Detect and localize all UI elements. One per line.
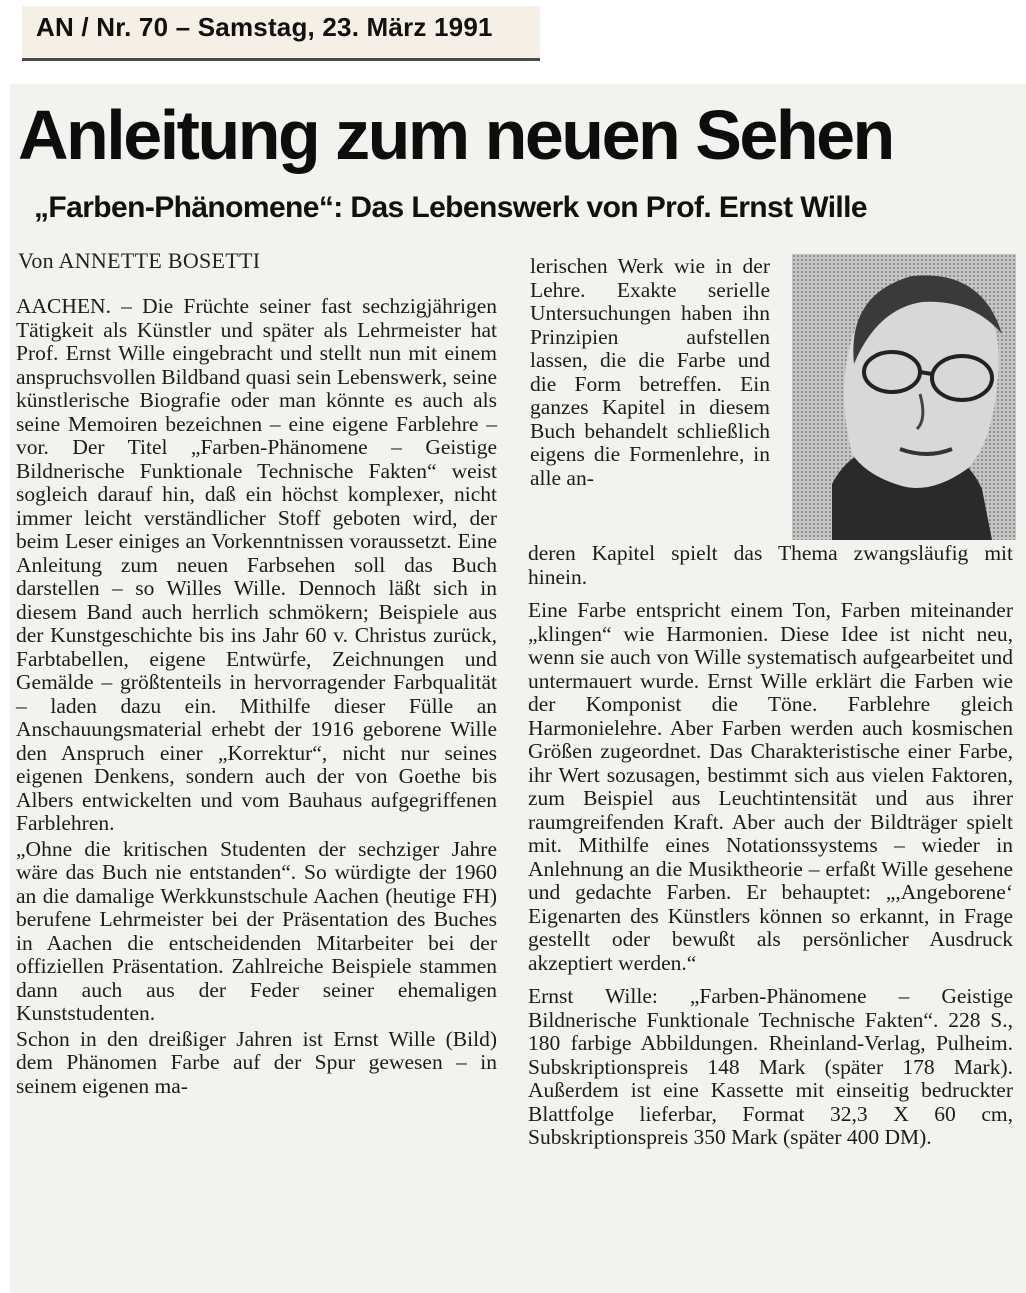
article-column-1 (16, 295, 497, 1098)
article-column-2-top (530, 255, 770, 490)
paragraph: Schon in den dreißiger Jahren ist Ernst Wille (Bild) dem Phänomen Farbe auf der Spur gewesen – in seinem eigenen ma- (16, 1026, 497, 1098)
paragraph: lerischen Werk wie in der Lehre. Exakte serielle Untersuchungen haben ihn Prinzipien aufstellen lassen, die die Farbe und die Form betreffen. Ein ganzes Kapitel in diesem Buch behandelt schließlich eigens die Formenlehre, in alle an- (530, 254, 770, 490)
byline: Von ANNETTE BOSETTI (18, 248, 261, 273)
portrait-photo-graphic (792, 254, 1016, 540)
headline: Anleitung zum neuen Sehen (18, 96, 893, 174)
portrait-photo-icon (792, 254, 1016, 540)
paragraph: Eine Farbe entspricht einem Ton, Farben miteinander „klingen“ wie Harmonien. Diese Idee ist nicht neu, wenn sie auch von Wille systematisch aufgearbeitet und untermauert wurde. Ernst Wille erklärt die Farben wie der Komponist die Töne. Farblehre gleich Harmonielehre. Aber Farben werden auch kosmischen Größen zugeordnet. Das Charakteristische einer Farbe, ihr Wert sozusagen, bestimmt sich aus vielen Faktoren, zum Beispiel aus Leuchtintensität und aus ihrer raumgreifenden Kraft. Aber auch der Bildträger spielt mit. Mithilfe eines Notationssystems – wieder in Anlehnung an die Musiktheorie – erfaßt Wille gesehene und gedachte Farben. Er behauptet: „,Angeborene‘ Eigenarten des Künstlers können so erkannt, in Frage gestellt oder bewußt als persönlicher Ausdruck akzeptiert werden.“ (528, 598, 1013, 975)
paragraph: deren Kapitel spielt das Thema zwangsläufig mit hinein. (528, 541, 1013, 589)
paragraph: Ernst Wille: „Farben-Phänomene – Geistige Bildnerische Funktionale Technische Fakten“. 228 S., 180 farbige Abbildungen. Rheinland-Verlag, Pulheim. Subskriptionspreis 148 Mark (später 178 Mark). Außerdem ist eine Kassette mit einseitig bedruckter Blattfolge lieferbar, Format 32,3 X 60 cm, Subskriptionspreis 350 Mark (später 400 DM). (528, 984, 1013, 1149)
paragraph: AACHEN. – Die Früchte seiner fast sechzigjährigen Tätigkeit als Künstler und später als Lehrmeister hat Prof. Ernst Wille eingebracht und stellt nun mit einem anspruchsvollen Bildband quasi sein Lebenswerk, seine künstlerische Biografie oder man könnte es auch als seine Memoiren bezeichnen – eine eigene Farblehre – vor. Der Titel „Farben-Phänomene – Geistige Bildnerische Funktionale Technische Fakten“ weist sogleich darauf hin, daß ein höchst komplexer, nicht immer leicht verständlicher Stoff geboten wird, der beim Leser einiges an Vorkenntnissen voraussetzt. Eine Anleitung zum neuen Farbsehen soll das Buch darstellen – so Willes Wille. Dennoch läßt sich in diesem Band auch herrlich schmökern; Beispiele aus der Kunstgeschichte bis ins Jahr 60 v. Christus zurück, Farbtabellen, eigene Entwürfe, Zeichnungen und Gemälde – größtenteils in hervorragender Farbqualität – laden dazu ein. Mithilfe dieser Fülle an Anschauungsmaterial erhebt der 1916 geborene Wille den Anspruch einer „Korrektur“, nicht nur seines eigenen Denkens, sondern auch der von Goethe bis Albers entwickelten und vom Bauhaus aufgegriffenen Farblehren. (16, 294, 497, 835)
dateline: AN / Nr. 70 – Samstag, 23. März 1991 (36, 12, 493, 42)
paragraph: „Ohne die kritischen Studenten der sechziger Jahre wäre das Buch nie entstanden“. So würdigte der 1960 an die damalige Werkkunstschule Aachen (heutige FH) berufene Lehrmeister bei der Präsentation des Buches in Aachen die entscheidenden Mitarbeiter bei der offiziellen Präsentation. Zahlreiche Beispiele stammen dann auch aus der Feder seiner ehemaligen Kunststudenten. (16, 836, 497, 1025)
subheadline: „Farben-Phänomene“: Das Lebenswerk von Prof. Ernst Wille (34, 191, 867, 224)
article-column-2 (528, 542, 1013, 1150)
